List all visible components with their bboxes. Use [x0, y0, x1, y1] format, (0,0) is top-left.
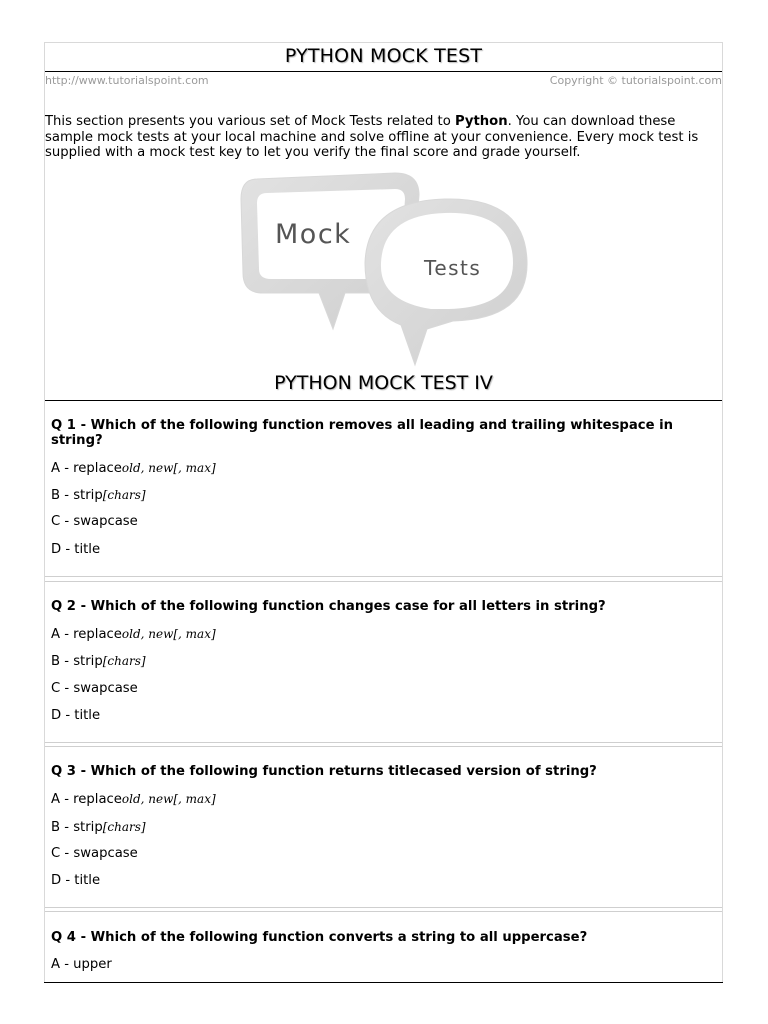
logo-word-mock: Mock	[275, 219, 352, 250]
intro-text-1: This section presents you various set of Mock Tests related to	[45, 114, 455, 129]
header-subline	[45, 73, 722, 89]
question-text: Q 2 - Which of the following function changes case for all letters in string?	[51, 599, 606, 614]
option-label: A - upper	[51, 957, 112, 972]
question-block-3	[45, 746, 722, 908]
option-label: B - strip	[51, 488, 103, 503]
option-label: D - title	[51, 708, 101, 723]
option-a[interactable]	[51, 626, 216, 643]
question-block-4	[45, 911, 722, 984]
intro-text-2: . You can download these sample mock tests at your local machine and solve offline at your convenience. Every mock test is supplied with a mock test key to let you verify the final score and grade yourself.	[45, 114, 699, 160]
site-url-link[interactable]: http://www.tutorialspoint.com	[45, 74, 209, 87]
option-b[interactable]	[51, 819, 146, 836]
option-args: old, new[, max]	[121, 627, 216, 641]
option-a[interactable]	[51, 791, 216, 808]
intro-paragraph	[45, 114, 723, 161]
option-c[interactable]	[51, 514, 138, 530]
option-c[interactable]	[51, 681, 138, 697]
copyright-text: Copyright © tutorialspoint.com	[549, 74, 722, 87]
option-b[interactable]	[51, 487, 146, 504]
page-title: PYTHON MOCK TEST	[284, 45, 483, 67]
option-label: C - swapcase	[51, 681, 138, 696]
option-a[interactable]	[51, 460, 216, 477]
option-label: C - swapcase	[51, 514, 138, 529]
option-label: C - swapcase	[51, 846, 138, 861]
option-label: D - title	[51, 542, 101, 557]
section-title: PYTHON MOCK TEST IV	[274, 372, 493, 394]
option-args: old, new[, max]	[121, 461, 216, 475]
option-args: [chars]	[102, 654, 146, 668]
question-text: Q 3 - Which of the following function returns titlecased version of string?	[51, 764, 597, 779]
intro-bold-python: Python	[454, 114, 508, 129]
mock-tests-logo	[235, 169, 535, 369]
option-label: B - strip	[51, 654, 103, 669]
header-bar	[45, 43, 722, 72]
option-args: old, new[, max]	[121, 792, 216, 806]
option-d[interactable]	[51, 873, 100, 889]
option-label: D - title	[51, 873, 101, 888]
option-label: A - replace	[51, 461, 122, 476]
option-label: B - strip	[51, 820, 103, 835]
option-d[interactable]	[51, 708, 100, 724]
question-block-2	[45, 581, 722, 743]
question-text: Q 1 - Which of the following function removes all leading and trailing whitespace in string?	[51, 418, 674, 448]
option-c[interactable]	[51, 846, 138, 862]
logo-word-tests: Tests	[424, 256, 482, 280]
question-block-1	[45, 401, 722, 577]
option-args: [chars]	[102, 488, 146, 502]
option-a[interactable]	[51, 957, 112, 973]
document-page	[44, 42, 723, 983]
option-args: [chars]	[102, 820, 146, 834]
option-label: A - replace	[51, 627, 122, 642]
question-text: Q 4 - Which of the following function converts a string to all uppercase?	[51, 930, 588, 945]
bottom-divider	[44, 982, 723, 983]
option-d[interactable]	[51, 542, 100, 558]
option-b[interactable]	[51, 653, 146, 670]
option-label: A - replace	[51, 792, 122, 807]
